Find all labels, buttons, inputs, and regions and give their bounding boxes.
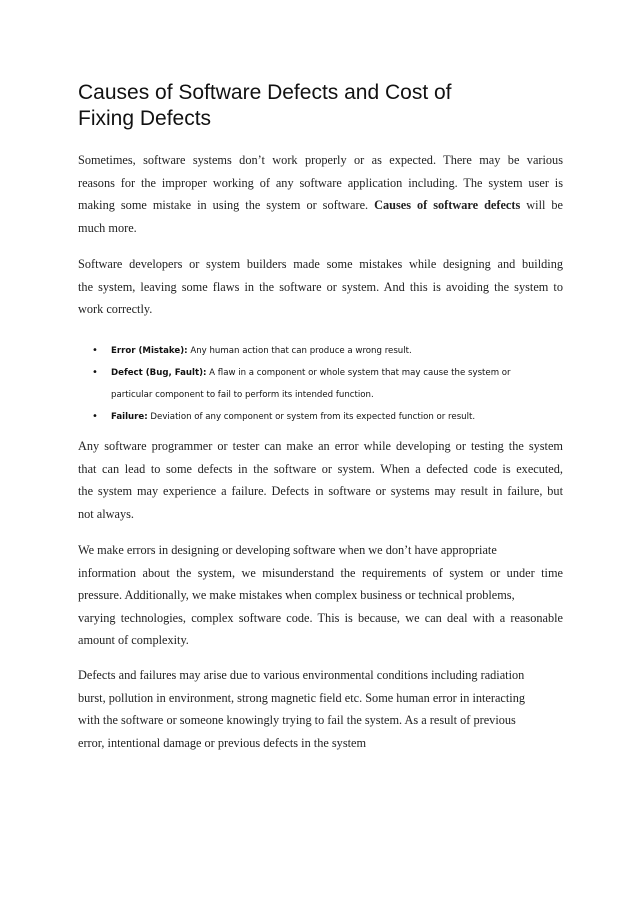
- bullet-icon: •: [92, 367, 98, 378]
- paragraph-line: pressure. Additionally, we make mistakes when complex business or technical problems,: [78, 588, 515, 602]
- paragraph-line: not always.: [78, 506, 135, 521]
- list-text-continuation: particular component to fail to perform its intended function.: [111, 390, 374, 400]
- list-item: [92, 406, 562, 428]
- paragraph-line: We make errors in designing or developing software when we don’t have appropriate: [78, 543, 497, 557]
- paragraph-line: Defects and failures may arise due to various environmental conditions including radiation: [78, 668, 525, 682]
- paragraph-line: information about the system, we misunderstand the requirements of system or under time: [78, 565, 563, 580]
- paragraph-line: reasons for the improper working of any software application including. The system user is: [78, 175, 563, 190]
- list-term: Failure:: [111, 412, 148, 422]
- title-line-1: Causes of Software Defects and Cost of: [78, 81, 452, 104]
- paragraph-line: error, intentional damage or previous defects in the system: [78, 735, 367, 750]
- paragraph-environment: [78, 664, 563, 754]
- paragraph-line: the system, leaving some flaws in the software or system. And this is avoiding the system to: [78, 279, 563, 294]
- list-term: Defect (Bug, Fault):: [111, 368, 207, 378]
- list-text: Any human action that can produce a wrong result.: [187, 346, 412, 356]
- paragraph-line: varying technologies, complex software code. This is because, we can deal with a reasonable: [78, 610, 563, 625]
- paragraph-line: that can lead to some defects in the software or system. When a defected code is executed,: [78, 461, 563, 476]
- paragraph-intro: [78, 149, 563, 239]
- paragraph-errors: [78, 435, 563, 525]
- paragraph-line: [78, 194, 563, 217]
- list-text: A flaw in a component or whole system that may cause the system or: [206, 368, 511, 378]
- paragraph-text: making some mistake in using the system or software.: [78, 198, 369, 212]
- paragraph-line: much more.: [78, 220, 137, 235]
- bullet-icon: •: [92, 411, 98, 422]
- list-item: [92, 340, 562, 362]
- list-term: Error (Mistake):: [111, 346, 188, 356]
- list-item: [92, 362, 562, 406]
- paragraph-developers: [78, 253, 563, 321]
- paragraph-line: work correctly.: [78, 302, 153, 316]
- paragraph-line: burst, pollution in environment, strong magnetic field etc. Some human error in interacting: [78, 690, 526, 705]
- paragraph-text: will be: [526, 198, 564, 212]
- definition-list: [92, 340, 562, 428]
- bullet-icon: •: [92, 345, 98, 356]
- paragraph-line: Sometimes, software systems don’t work properly or as expected. There may be various: [78, 153, 563, 167]
- paragraph-line: amount of complexity.: [78, 633, 189, 647]
- paragraph-line: Software developers or system builders made some mistakes while designing and building: [78, 257, 563, 271]
- document-title: [78, 80, 558, 132]
- paragraph-line: with the software or someone knowingly trying to fail the system. As a result of previous: [78, 713, 516, 727]
- paragraph-line: the system may experience a failure. Defects in software or systems may result in failure, but: [78, 484, 563, 498]
- paragraph-mistakes: [78, 539, 563, 652]
- list-text: Deviation of any component or system from its expected function or result.: [147, 412, 476, 422]
- bold-phrase: Causes of software defects: [374, 198, 521, 212]
- paragraph-line: Any software programmer or tester can make an error while developing or testing the system: [78, 439, 563, 453]
- title-line-2: Fixing Defects: [78, 107, 212, 130]
